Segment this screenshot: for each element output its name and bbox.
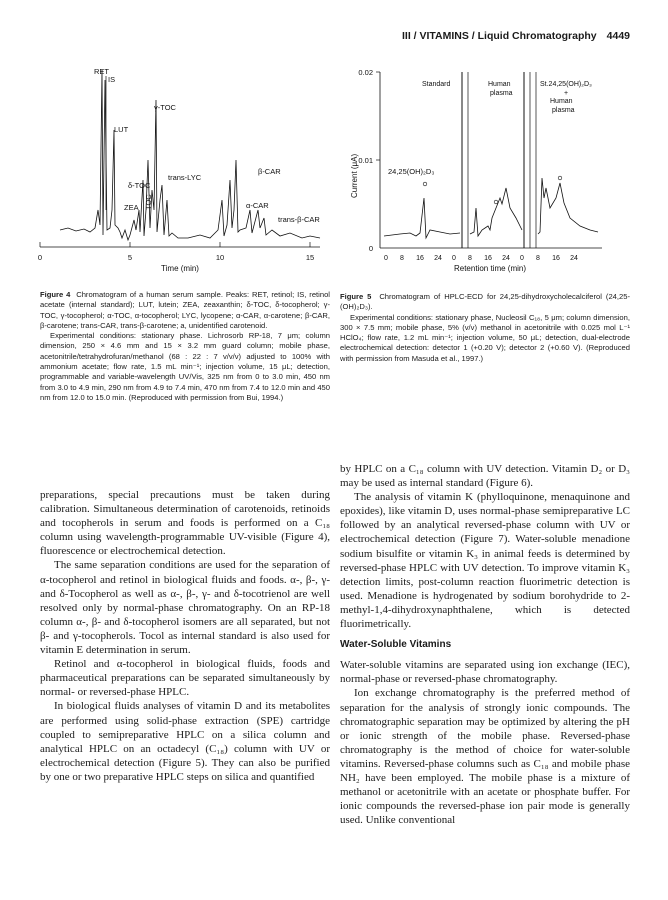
fig5-x-tick-1: 8 [400,255,404,262]
figure-5-svg [340,58,630,290]
fig4-tick-label-10: 10 [215,253,225,262]
fig4-peak-zea: ZEA [124,203,139,212]
figure-4-caption [40,290,330,403]
fig5-y-tick-label-002: 0.02 [358,68,373,77]
fig4-peak-lut: LUT [114,125,129,134]
right-paragraph-3: Water-soluble vitamins are separated using ion exchange (IEC), normal-phase or reversed-phase chromatography. [340,659,630,686]
fig5-panel-standard: Standard [422,81,451,88]
fig5-panel-human-2a: Human [550,98,573,105]
fig4-peak-g-toc: γ-TOC [154,103,176,112]
running-head-title: III / VITAMINS / Liquid Chromatography [402,30,597,42]
right-paragraph-2: The analysis of vitamin K (phylloquinone, menaquinone and epoxides), like vitamin D, uses normal-phase semipreparative LC followed by an analytical reversed-phase column with UV or electrochemical detection (Figure 7). Water-soluble menadione sodium bisulfite or vitamin K₃ in animal feeds is determined by reversed-phase HPLC with UV detection. To improve vitamin K₃ detection limits, post-column reaction fluorimetric detection is used. Menadione is hydrogenated by sodium borohydride to 2-methyl-1,4-dihydroxynaphthalene, which is detected fluorimetrically. [340,491,630,631]
fig4-peak-b-car: β-CAR [258,167,281,176]
fig5-y-axis-label: Current (μA) [350,153,359,198]
fig5-peak-marker-plasma [494,200,498,204]
right-paragraph-1: by HPLC on a C₁₈ column with UV detection. Vitamin D₂ or D₃ may be used as internal standard (Figure 6). [340,463,630,490]
fig4-x-axis-label: Time (min) [161,264,199,273]
fig4-tick-label-0: 0 [37,253,43,262]
fig4-peak-a-car: α-CAR [246,201,269,210]
right-paragraph-4: Ion exchange chromatography is the preferred method of separation for the analysis of strongly ionic compounds. The chromatographic separation may be optimized by altering the pH or ionic strength of the mobile phase. Reversed-phase chromatography is the method of choice for water-soluble vitamins. Reversed-phase columns such as C₁₈ and mobile phase NH₂ have been employed. The mobile phase is a mixture of methanol or acetonitrile with an acetate or phosphate buffer. For ionic compounds the reversed-phase ion pair mode is generally used. Unlike conventional [340,687,630,827]
section-heading-water-soluble: Water-Soluble Vitamins [340,639,452,651]
figure-4-chromatogram [37,60,330,285]
left-paragraph-1: preparations, special precautions must be taken during calibration. Simultaneous determination of carotenoids, retinoids and tocopherols in serum and foods is performed on a C₁₈ column using wavelength-programmable UV-visible (Figure 4), fluorescence or electrochemical detection. [40,489,330,558]
fig5-x-tick-2: 16 [416,255,424,262]
figure-5-caption-text: Chromatogram of HPLC-ECD for 24,25-dihydroxycholecalciferol (24,25-(OH)₂D₃). [340,292,630,312]
figure-4-svg [37,60,330,285]
fig5-peak-marker-spiked [558,176,562,180]
figure-5-conditions: Experimental conditions: stationary phase, Nucleosil C₁₈, 5 μm; column dimension, 300 × 7.5 mm; mobile phase, 5% (v/v) methanol in acetonitrile with 0.025 mol L⁻¹ HClO₄; flow rate, 1.2 mL min⁻¹; injection volume, 50 μL; detection, dual-electrode electrochemical detection: detector 1 (+0.20 V); detector 2 (+0.60 V). (Reproduced with permission from Masuda et al., 1997.) [340,312,630,363]
figure-5-caption-label: Figure 5 [340,292,372,301]
left-paragraph-4: In biological fluids analyses of vitamin D and its metabolites are performed using solid-phase extraction (SPE) cartridge coupled to semipreparative HPLC on a silica column and analytical HPLC on an octadecyl (C₁₈) column with UV or electrochemical detection (Figure 5). They can also be purified by one or two preparative HPLC steps on silica and quantified [40,700,330,783]
fig4-peak-toc: TOC [144,194,153,210]
page-number: 4449 [606,30,630,42]
fig5-x-tick-8: 0 [520,255,524,262]
fig5-peak-marker-standard [423,182,427,186]
fig5-x-tick-6: 16 [484,255,492,262]
right-column [340,462,630,827]
fig4-peak-trans-b-car: trans-β-CAR [278,215,320,224]
left-column [40,488,330,784]
fig5-x-tick-3: 24 [434,255,442,262]
left-paragraph-2: The same separation conditions are used for the separation of α-tocopherol and retinol in biological fluids and foods. α-, β-, γ- and δ-Tocopherol as well as α-, β-, γ- and δ-tocotrienol are well resolved only by normal-phase chromatography. On an RP-18 column α-, β- and δ-tocopherol isomers are all separated, but not β- and γ-tocopherols. Tocol as internal standard is also used for vitamin E determination in serum. [40,559,330,657]
fig5-x-tick-0: 0 [384,255,388,262]
fig5-x-tick-11: 24 [570,255,578,262]
fig5-x-tick-4: 0 [452,255,456,262]
figure-4-caption-label: Figure 4 [40,290,71,299]
fig4-peak-is: IS [108,75,116,84]
fig5-panel-human-1b: plasma [490,90,513,97]
fig4-tick-label-5: 5 [127,253,133,262]
left-paragraph-3: Retinol and α-tocopherol in biological fluids, foods and pharmaceutical preparations can be separated simultaneously by normal- or reversed-phase HPLC. [40,658,330,699]
fig5-x-tick-7: 24 [502,255,510,262]
figure-5-caption [340,292,630,364]
figure-4-conditions: Experimental conditions: stationary phase. Lichrosorb RP-18, 7 μm; column dimension, 250 × 4.6 mm and 15 × 3.2 mm guard column; mobile phase, acetonitrile/tetrahydrofuran/methanol (68 : 22 : 7 v/v/v) adjusted to 100% with ammonium acetate; flow rate, 1.5 mL min⁻¹; injection volume, 15 μL; detection, programmable and variable-wavelength UV/Vis, 325 nm from 0 to 3.0 min, 450 nm from 3.0 to 4.9 min, 290 nm from 4.9 to 7.4 min, 470 nm from 7.4 to 12.0 min and 450 nm from 12.0 to 15.0 min. (Reproduced with permission from Bui, 1994.) [40,331,330,402]
figure-5-chromatogram [340,58,630,290]
fig4-peak-ret: RET [94,67,109,76]
fig5-panel-human-1a: Human [488,81,511,88]
fig5-y-tick-label-001: 0.01 [358,156,373,165]
fig5-panel-plus: + [564,90,569,97]
figure-4-caption-text: Chromatogram of a human serum sample. Peaks: RET, retinol; IS, retinol acetate (internal standard); LUT, lutein; ZEA, zeaxanthin; δ-TOC, δ-tocopherol; γ-TOC, γ-tocopherol; α-TOC, α-tocopherol; LYC, lycopene; α-CAR, α-carotene; β-CAR, β-carotene; trans-CAR, trans-β-carotene; a, unidentified carotenoid. [40,290,330,330]
fig5-x-tick-9: 8 [536,255,540,262]
fig5-trace-standard [384,198,460,238]
fig5-peak-label: 24,25(OH)₂D₃ [388,167,435,176]
fig5-x-axis-label: Retention time (min) [453,264,527,273]
fig5-x-tick-10: 16 [552,255,560,262]
running-head [340,30,630,42]
fig4-peak-d-toc: δ-TOC [128,181,151,190]
fig5-panel-human-2b: plasma [552,107,575,114]
fig5-x-tick-5: 8 [468,255,472,262]
fig5-trace-plasma [470,188,522,236]
fig5-panel-st: St.24,25(OH)₂D₃ [540,81,592,88]
fig5-trace-spiked [538,178,598,234]
fig4-tick-label-15: 15 [305,253,315,262]
fig5-y-tick-label-0: 0 [368,244,373,253]
fig4-peak-trans-lyc: trans-LYC [168,173,202,182]
